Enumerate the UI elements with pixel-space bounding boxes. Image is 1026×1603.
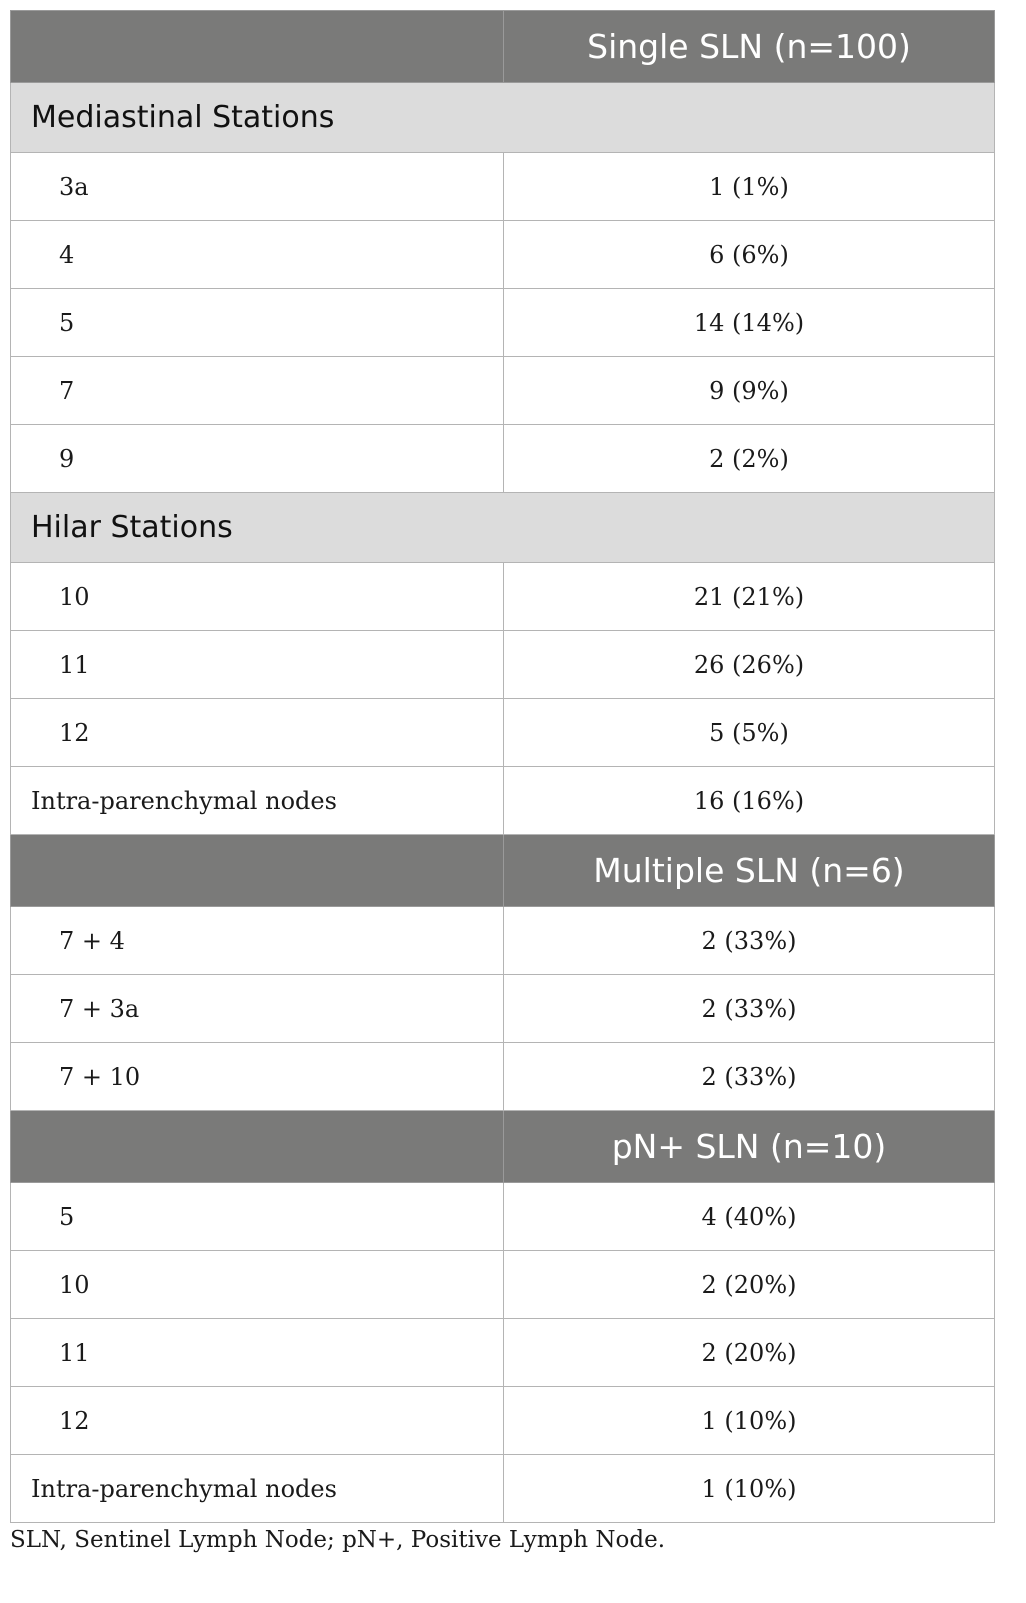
table-row <box>11 1251 995 1319</box>
table-row <box>11 1043 995 1111</box>
count-cell: 2 (20%) <box>504 1319 995 1387</box>
station-cell: 3a <box>11 153 504 221</box>
section-row-hilar <box>11 493 995 563</box>
table-row <box>11 699 995 767</box>
station-cell: 5 <box>11 1183 504 1251</box>
table-row <box>11 153 995 221</box>
station-cell: 12 <box>11 1387 504 1455</box>
count-cell: 1 (10%) <box>504 1455 995 1523</box>
table-row <box>11 563 995 631</box>
count-cell: 16 (16%) <box>504 767 995 835</box>
station-cell: 11 <box>11 1319 504 1387</box>
table-row <box>11 1319 995 1387</box>
header-empty-cell <box>11 835 504 907</box>
table-row <box>11 767 995 835</box>
count-cell: 2 (33%) <box>504 907 995 975</box>
station-cell: 10 <box>11 1251 504 1319</box>
table-row <box>11 357 995 425</box>
station-cell: 7 <box>11 357 504 425</box>
station-cell: 7 + 3a <box>11 975 504 1043</box>
count-cell: 21 (21%) <box>504 563 995 631</box>
count-cell: 2 (33%) <box>504 1043 995 1111</box>
table-row <box>11 221 995 289</box>
station-cell: 5 <box>11 289 504 357</box>
table-footnote: SLN, Sentinel Lymph Node; pN+, Positive Lymph Node. <box>10 1527 666 1553</box>
count-cell: 14 (14%) <box>504 289 995 357</box>
count-cell: 9 (9%) <box>504 357 995 425</box>
table-row <box>11 631 995 699</box>
station-cell: 10 <box>11 563 504 631</box>
header-empty-cell <box>11 11 504 83</box>
station-cell: 12 <box>11 699 504 767</box>
header-single-sln: Single SLN (n=100) <box>504 11 995 83</box>
header-empty-cell <box>11 1111 504 1183</box>
table-row <box>11 1455 995 1523</box>
count-cell: 5 (5%) <box>504 699 995 767</box>
table-row <box>11 907 995 975</box>
header-row-single <box>11 11 995 83</box>
count-cell: 2 (20%) <box>504 1251 995 1319</box>
count-cell: 1 (1%) <box>504 153 995 221</box>
header-multiple-sln: Multiple SLN (n=6) <box>504 835 995 907</box>
sln-distribution-table <box>10 10 995 1523</box>
section-row-mediastinal <box>11 83 995 153</box>
header-pn-positive-sln: pN+ SLN (n=10) <box>504 1111 995 1183</box>
table-row <box>11 1387 995 1455</box>
table-row <box>11 425 995 493</box>
station-cell: 4 <box>11 221 504 289</box>
count-cell: 26 (26%) <box>504 631 995 699</box>
station-cell: Intra-parenchymal nodes <box>11 1455 504 1523</box>
count-cell: 2 (33%) <box>504 975 995 1043</box>
station-cell: 7 + 10 <box>11 1043 504 1111</box>
count-cell: 1 (10%) <box>504 1387 995 1455</box>
count-cell: 6 (6%) <box>504 221 995 289</box>
table-row <box>11 289 995 357</box>
table-row <box>11 1183 995 1251</box>
station-cell: 7 + 4 <box>11 907 504 975</box>
header-row-pn-positive <box>11 1111 995 1183</box>
station-cell: Intra-parenchymal nodes <box>11 767 504 835</box>
station-cell: 9 <box>11 425 504 493</box>
table-row <box>11 975 995 1043</box>
count-cell: 4 (40%) <box>504 1183 995 1251</box>
count-cell: 2 (2%) <box>504 425 995 493</box>
section-mediastinal-stations: Mediastinal Stations <box>11 83 995 153</box>
station-cell: 11 <box>11 631 504 699</box>
header-row-multiple <box>11 835 995 907</box>
section-hilar-stations: Hilar Stations <box>11 493 995 563</box>
